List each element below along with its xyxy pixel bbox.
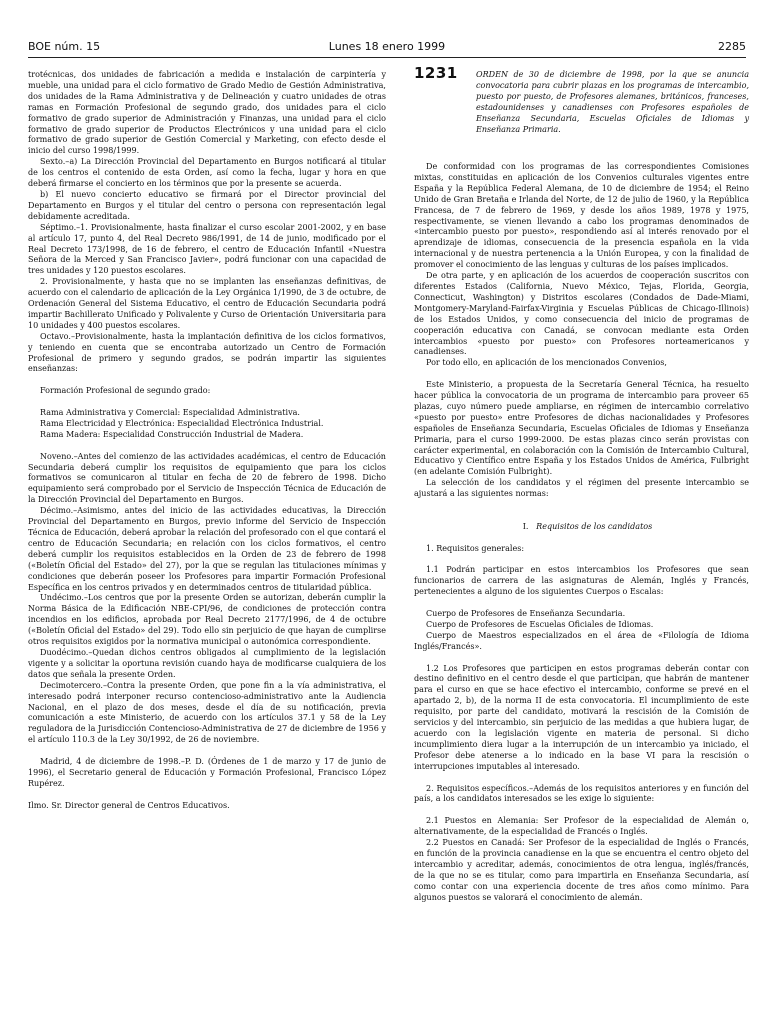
paragraph: 1.1 Podrán participar en estos intercambios los Profesores que sean funcionarios de carrera de las asignaturas de Alemán, Inglés y Francés, pertenecientes a alguno de los siguientes Cuerpos o Escalas: bbox=[414, 565, 749, 597]
paragraph-gap bbox=[414, 369, 749, 380]
paragraph: 2. Provisionalmente, y hasta que no se implanten las enseñanzas definitivas, de acuerdo con el calendario de aplicación de la Ley Orgánica 1/1990, de 3 de octubre, de Ordenación General del Sistema Educativo, el centro de Educación Secundaria podrá impartir Bachillerato Unificado y Polivalente y Curso de Orientación Universitaria para 10 unidades y 400 puestos escolares. bbox=[28, 277, 386, 330]
left-column bbox=[28, 70, 386, 812]
paragraph: Cuerpo de Profesores de Escuelas Oficiales de Idiomas. bbox=[426, 619, 654, 629]
paragraph-gap bbox=[414, 598, 749, 609]
paragraph: 1. Requisitos generales: bbox=[426, 543, 525, 553]
paragraph: 1.2 Los Profesores que participen en estos programas deberán contar con destino definitivo en el centro desde el que participan, que habrán de mantener para el curso en que se hace efectivo el intercambio, conforme se prevé en el apartado 2, b), de la norma II de esta convocatoria. El incumplimiento de este requisito, por parte del candidato, motivará la rescisión de la Comisión de servicios y del intercambio, sin perjuicio de las medidas a que hubiera lugar, de acuerdo con la legislación vigente en materia de personal. Si dicho incumplimiento diera lugar a la interrupción de un intercambio ya iniciado, el Profesor debe atenerse a lo indicado en la base VI para la rescisión o interrupciones imputables al interesado. bbox=[414, 663, 749, 771]
section-heading bbox=[414, 522, 749, 533]
paragraph: Cuerpo de Profesores de Enseñanza Secundaria. bbox=[426, 609, 626, 619]
paragraph: Decimotercero.–Contra la presente Orden, que pone fin a la vía administrativa, el interesado podrá interponer recurso contencioso-administrativo ante la Audiencia Nacional, en el plazo de dos meses, desde el día de su notificación, previa comunicación a este Ministerio, de acuerdo con los artículos 37.1 y 58 de la Ley reguladora de la Jurisdicción Contencioso-Administrativa de 27 de diciembre de 1956 y el artículo 110.3 de la Ley 30/1992, de 26 de noviembre. bbox=[28, 680, 386, 745]
paragraph: Undécimo.–Los centros que por la presente Orden se autorizan, deberán cumplir la Norma Básica de la Edificación NBE-CPI/96, de condiciones de protección contra incendios en los edificios, aprobada por Real Decreto 2177/1996, de 4 de octubre («Boletín Oficial del Estado» del 29). Todo ello sin perjuicio de que hayan de cumplirse otros requisitos exigidos por la normativa municipal o autonómica correspondiente. bbox=[28, 593, 386, 647]
paragraph-gap bbox=[28, 375, 386, 386]
paragraph-gap bbox=[414, 555, 749, 566]
paragraph: Este Ministerio, a propuesta de la Secretaría General Técnica, ha resuelto hacer pública la convocatoria de un programa de intercambio para proveer 65 plazas, cuyo número puede ampliarse, en régimen de intercambio correlativo «puesto por puesto» entre Profesores de dichas nacionalidades y Profesores españoles de Enseñanza Secundaria, Escuelas Oficiales de Idiomas y Enseñanza Primaria, para el curso 1999-2000. De estas plazas cinco serán provistas con carácter experimental, en colaboración con la Comisión de Intercambio Cultural, Educativo y Científico entre España y los Estados Unidos de América, Fulbright (en adelante Comisión Fulbright). bbox=[414, 380, 749, 477]
order-title: ORDEN de 30 de diciembre de 1998, por la que se anuncia convocatoria para cubrir plazas en los programas de intercambio, puesto por puesto, de Profesores alemanes, británicos, franceses, estadounidenses y canadienses con Profesores españoles de Enseñanza Secundaria, Escuelas Oficiales de Idiomas y Enseñanza Primaria. bbox=[476, 70, 749, 134]
paragraph: Duodécimo.–Quedan dichos centros obligados al cumplimiento de la legislación vigente y a solicitar la oportuna revisión cuando haya de modificarse cualquiera de los datos que señala la presente Orden. bbox=[28, 647, 386, 679]
order-heading bbox=[414, 64, 749, 156]
page-number: 2285 bbox=[718, 40, 746, 53]
right-column-body bbox=[414, 162, 749, 903]
paragraph: 2.2 Puestos en Canadá: Ser Profesor de la especialidad de Inglés o Francés, en función de la provincia canadiense en la que se encuentra el centro objeto del intercambio y acreditar, además, conocimientos de otra lengua, inglés/francés, de la que no se es titular, como para impartirla en Enseñanza Secundaria, así como contar con una experiencia docente de tres años como mínimo. Para algunos puestos se valorará el conocimiento de alemán. bbox=[414, 838, 749, 902]
right-column bbox=[414, 64, 749, 903]
section-title: Requisitos de los candidatos bbox=[536, 521, 653, 531]
order-number: 1231 bbox=[414, 64, 458, 82]
paragraph: Octavo.–Provisionalmente, hasta la implantación definitiva de los ciclos formativos, y teniendo en cuenta que se encontraba autorizado un Centro de Formación Profesional de primero y segundo grados, se podrán impartir las siguientes enseñanzas: bbox=[28, 331, 386, 374]
paragraph-gap bbox=[28, 397, 386, 408]
paragraph: Rama Madera: Especialidad Construcción Industrial de Madera. bbox=[40, 429, 304, 439]
paragraph: De conformidad con los programas de las correspondientes Comisiones mixtas, constituidas en aplicación de los Convenios culturales vigentes entre España y la República Federal Alemana, de 10 de diciembre de 1954; el Reino Unido de Gran Bretaña e Irlanda del Norte, de 12 de julio de 1960, y la República Francesa, de 7 de febrero de 1969, y desde los años 1989, 1978 y 1975, respectivamente, se vienen llevando a cabo los programas denominados de «intercambio puesto por puesto», respondiendo así al interés renovado por el aprendizaje de idiomas, consecuencia de la presencia española en la vida internacional y de nuestra pertenencia a la Unión Europea, y con la finalidad de promover el conocimiento de las lenguas y culturas de los países implicados. bbox=[414, 162, 749, 270]
paragraph: b) El nuevo concierto educativo se firmará por el Director provincial del Departamento en Burgos y el titular del centro o persona con representación legal debidamente acreditada. bbox=[28, 189, 386, 221]
paragraph-gap bbox=[414, 500, 749, 511]
paragraph-gap bbox=[414, 653, 749, 664]
paragraph: Rama Electricidad y Electrónica: Especialidad Electrónica Industrial. bbox=[40, 418, 324, 428]
publication-date: Lunes 18 enero 1999 bbox=[328, 40, 446, 53]
header-rule bbox=[28, 57, 746, 58]
paragraph: Madrid, 4 de diciembre de 1998.–P. D. (Órdenes de 1 de marzo y 17 de junio de 1996), el Secretario general de Educación y Formación Profesional, Francisco López Rupérez. bbox=[28, 757, 386, 788]
paragraph: La selección de los candidatos y el régimen del presente intercambio se ajustará a las siguientes normas: bbox=[414, 478, 749, 499]
paragraph: 2. Requisitos específicos.–Además de los requisitos anteriores y en función del país, a los candidatos interesados se les exige lo siguiente: bbox=[414, 783, 749, 804]
paragraph-gap bbox=[28, 746, 386, 757]
paragraph-gap bbox=[28, 790, 386, 801]
paragraph-gap bbox=[414, 533, 749, 544]
paragraph-gap bbox=[414, 805, 749, 816]
paragraph: Por todo ello, en aplicación de los mencionados Convenios, bbox=[426, 358, 667, 368]
journal-issue: BOE núm. 15 bbox=[28, 40, 101, 53]
paragraph: 2.1 Puestos en Alemania: Ser Profesor de la especialidad de Alemán o, alternativamente, de la especialidad de Francés o Inglés. bbox=[414, 816, 749, 837]
paragraph: Formación Profesional de segundo grado: bbox=[40, 386, 211, 396]
paragraph: Sexto.–a) La Dirección Provincial del Departamento en Burgos notificará al titular de los centros el contenido de esta Orden, así como la fecha, lugar y hora en que deberá firmarse el concierto en los términos que por la presente se acuerda. bbox=[28, 157, 386, 189]
paragraph-gap bbox=[28, 441, 386, 452]
page-header bbox=[28, 40, 746, 56]
paragraph: Cuerpo de Maestros especializados en el área de «Filología de Idioma Inglés/Francés». bbox=[414, 630, 749, 651]
paragraph: Séptimo.–1. Provisionalmente, hasta finalizar el curso escolar 2001-2002, y en base al artículo 17, punto 4, del Real Decreto 986/1991, de 14 de junio, modificado por el Real Decreto 173/1998, de 16 de febrero, el centro de Educación Infantil «Nuestra Señora de la Merced y San Francisco Javier», podrá funcionar con una capacidad de tres unidades y 120 puestos escolares. bbox=[28, 222, 386, 276]
paragraph: De otra parte, y en aplicación de los acuerdos de cooperación suscritos con diferentes Estados (California, Nuevo México, Tejas, Florida, Georgia, Connecticut, Washington) y Distritos escolares (Condados de Dade-Miami, Montgomery-Maryland-Fairfax-Virginia y Escuelas Públicas de Chicago-Illinois) de los Estados Unidos, y como consecuencia del inicio de programas de cooperación educativa con Canadá, se convocan mediante esta Orden intercambios «puesto por puesto» con Profesores norteamericanos y canadienses. bbox=[414, 271, 749, 357]
paragraph: trotécnicas, dos unidades de fabricación a medida e instalación de carpintería y mueble, una unidad para el ciclo formativo de Grado Medio de Gestión Administrativa, dos unidades de la Rama Administrativa y de Delineación y cuatro unidades de otras ramas en Formación Profesional de segundo grado, dos unidades para el ciclo formativo de grado superior de Administración y Finanzas, una unidad para el ciclo formativo de grado superior de Productos Electrónicos y una unidad para el ciclo formativo de grado superior de Gestión Comercial y Marketing, con efecto desde el inicio del curso 1998/1999. bbox=[28, 70, 386, 156]
paragraph: Noveno.–Antes del comienzo de las actividades académicas, el centro de Educación Secundaria deberá cumplir los requisitos de equipamiento que para los ciclos formativos se comunicaron al titular en fecha de 20 de febrero de 1998. Dicho equipamiento será comprobado por el Servicio de Inspección Técnica de Educación de la Dirección Provincial del Departamento en Burgos. bbox=[28, 451, 386, 505]
paragraph: Décimo.–Asimismo, antes del inicio de las actividades educativas, la Dirección Provincial del Departamento en Burgos, previo informe del Servicio de Inspección Técnica de Educación, deberá aprobar la relación del profesorado con el que contará el centro de Educación Secundaria; en relación con los ciclos formativos, el centro deberá cumplir los requisitos establecidos en la Orden de 23 de febrero de 1998 («Boletín Oficial del Estado» del 27), por la que se regulan las titulaciones mínimas y condiciones que deberán poseer los Profesores para impartir Formación Profesional Específica en los centros privados y en determinados centros de titularidad pública. bbox=[28, 506, 386, 592]
section-numeral: I. bbox=[522, 521, 529, 531]
paragraph-gap bbox=[414, 511, 749, 522]
paragraph: Rama Administrativa y Comercial: Especialidad Administrativa. bbox=[40, 408, 300, 418]
paragraph-gap bbox=[414, 773, 749, 784]
paragraph: Ilmo. Sr. Director general de Centros Educativos. bbox=[28, 800, 230, 810]
